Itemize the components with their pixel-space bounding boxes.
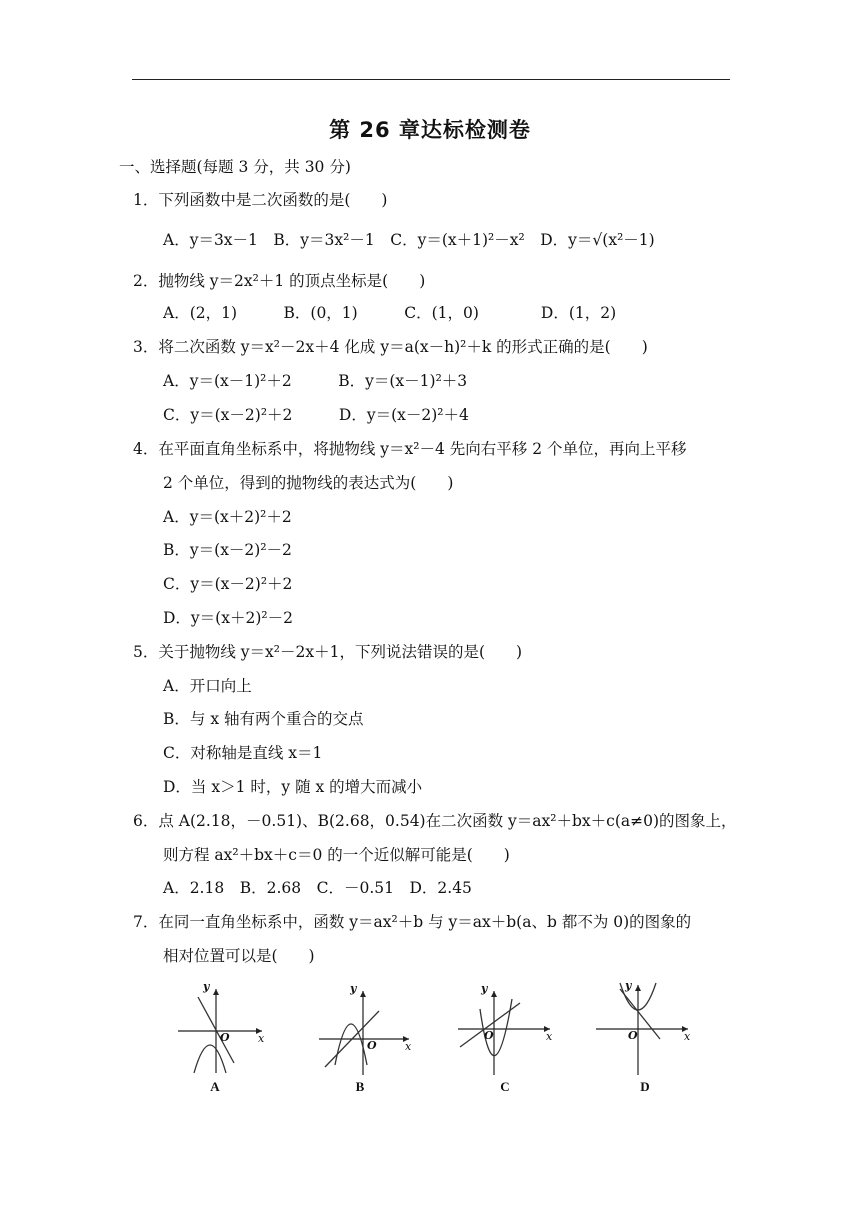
page-title: 第 26 章达标检测卷 — [329, 118, 531, 142]
text-line: 5．关于抛物线 y＝x²－2x＋1，下列说法错误的是( ) — [133, 643, 523, 661]
text-line: 则方程 ax²＋bx＋c＝0 的一个近似解可能是( ) — [163, 846, 510, 864]
text-line: 3．将二次函数 y＝x²－2x＋4 化成 y＝a(x－h)²＋k 的形式正确的是( ) — [133, 338, 648, 356]
figure-c-origin: O — [484, 1029, 494, 1042]
figure-c-x-label: x — [546, 1030, 553, 1043]
text-line: D．y＝(x＋2)²－2 — [163, 609, 293, 627]
text-line: A．y＝(x－1)²＋2 B．y＝(x－1)²＋3 — [163, 372, 468, 390]
text-line: A．y＝3x－1 B．y＝3x²－1 C．y＝(x＋1)²－x² D．y＝√(x²－1) — [163, 231, 655, 249]
figure-b-label: B — [355, 1079, 365, 1094]
text-line: 4．在平面直角坐标系中，将抛物线 y＝x²－4 先向右平移 2 个单位，再向上平移 — [133, 440, 687, 458]
figure-b-x-label: x — [405, 1040, 412, 1053]
figure-d-y-label: y — [625, 979, 632, 992]
text-line: 相对位置可以是( ) — [163, 947, 315, 965]
top-rule — [132, 79, 730, 80]
text-line: B．y＝(x－2)²－2 — [163, 541, 292, 559]
figure-a-x-label: x — [258, 1032, 265, 1045]
text-line: 一、选择题(每题 3 分，共 30 分) — [119, 158, 351, 176]
text-line: 1．下列函数中是二次函数的是( ) — [133, 191, 388, 209]
figure-c — [450, 975, 560, 1100]
figure-d — [590, 975, 700, 1100]
figure-a-origin: O — [220, 1031, 230, 1044]
text-line: D．当 x＞1 时，y 随 x 的增大而减小 — [163, 778, 423, 796]
text-line: C．y＝(x－2)²＋2 D．y＝(x－2)²＋4 — [163, 406, 469, 424]
text-line: A．(2，1) B．(0，1) C．(1，0) D．(1，2) — [163, 304, 617, 322]
figure-b-origin: O — [367, 1039, 377, 1052]
text-line: C．y＝(x－2)²＋2 — [163, 575, 293, 593]
figure-b-y-label: y — [350, 982, 357, 995]
text-line: C．对称轴是直线 x＝1 — [163, 744, 323, 762]
figure-c-y-label: y — [481, 982, 488, 995]
text-line: 7．在同一直角坐标系中，函数 y＝ax²＋b 与 y＝ax＋b(a、b 都不为 0)的图象的 — [133, 913, 692, 931]
text-line: 2．抛物线 y＝2x²＋1 的顶点坐标是( ) — [133, 272, 426, 290]
text-line: A．2.18 B．2.68 C．－0.51 D．2.45 — [163, 879, 472, 897]
figure-a-y-label: y — [203, 980, 210, 993]
figure-d-label: D — [640, 1079, 650, 1094]
figure-a — [160, 975, 270, 1100]
text-line: A．y＝(x＋2)²＋2 — [163, 508, 292, 526]
text-line: A．开口向上 — [163, 677, 252, 695]
text-line: B．与 x 轴有两个重合的交点 — [163, 710, 364, 728]
figure-d-x-label: x — [684, 1030, 691, 1043]
text-line: 2 个单位，得到的抛物线的表达式为( ) — [163, 474, 454, 492]
figure-a-label: A — [210, 1079, 220, 1094]
figure-b — [305, 975, 415, 1100]
text-line: 6．点 A(2.18，－0.51)、B(2.68，0.54)在二次函数 y＝ax²＋bx＋c(a≠0)的图象上， — [133, 812, 737, 830]
figure-d-origin: O — [628, 1029, 638, 1042]
figure-row — [160, 975, 700, 1100]
figure-c-label: C — [500, 1079, 510, 1094]
